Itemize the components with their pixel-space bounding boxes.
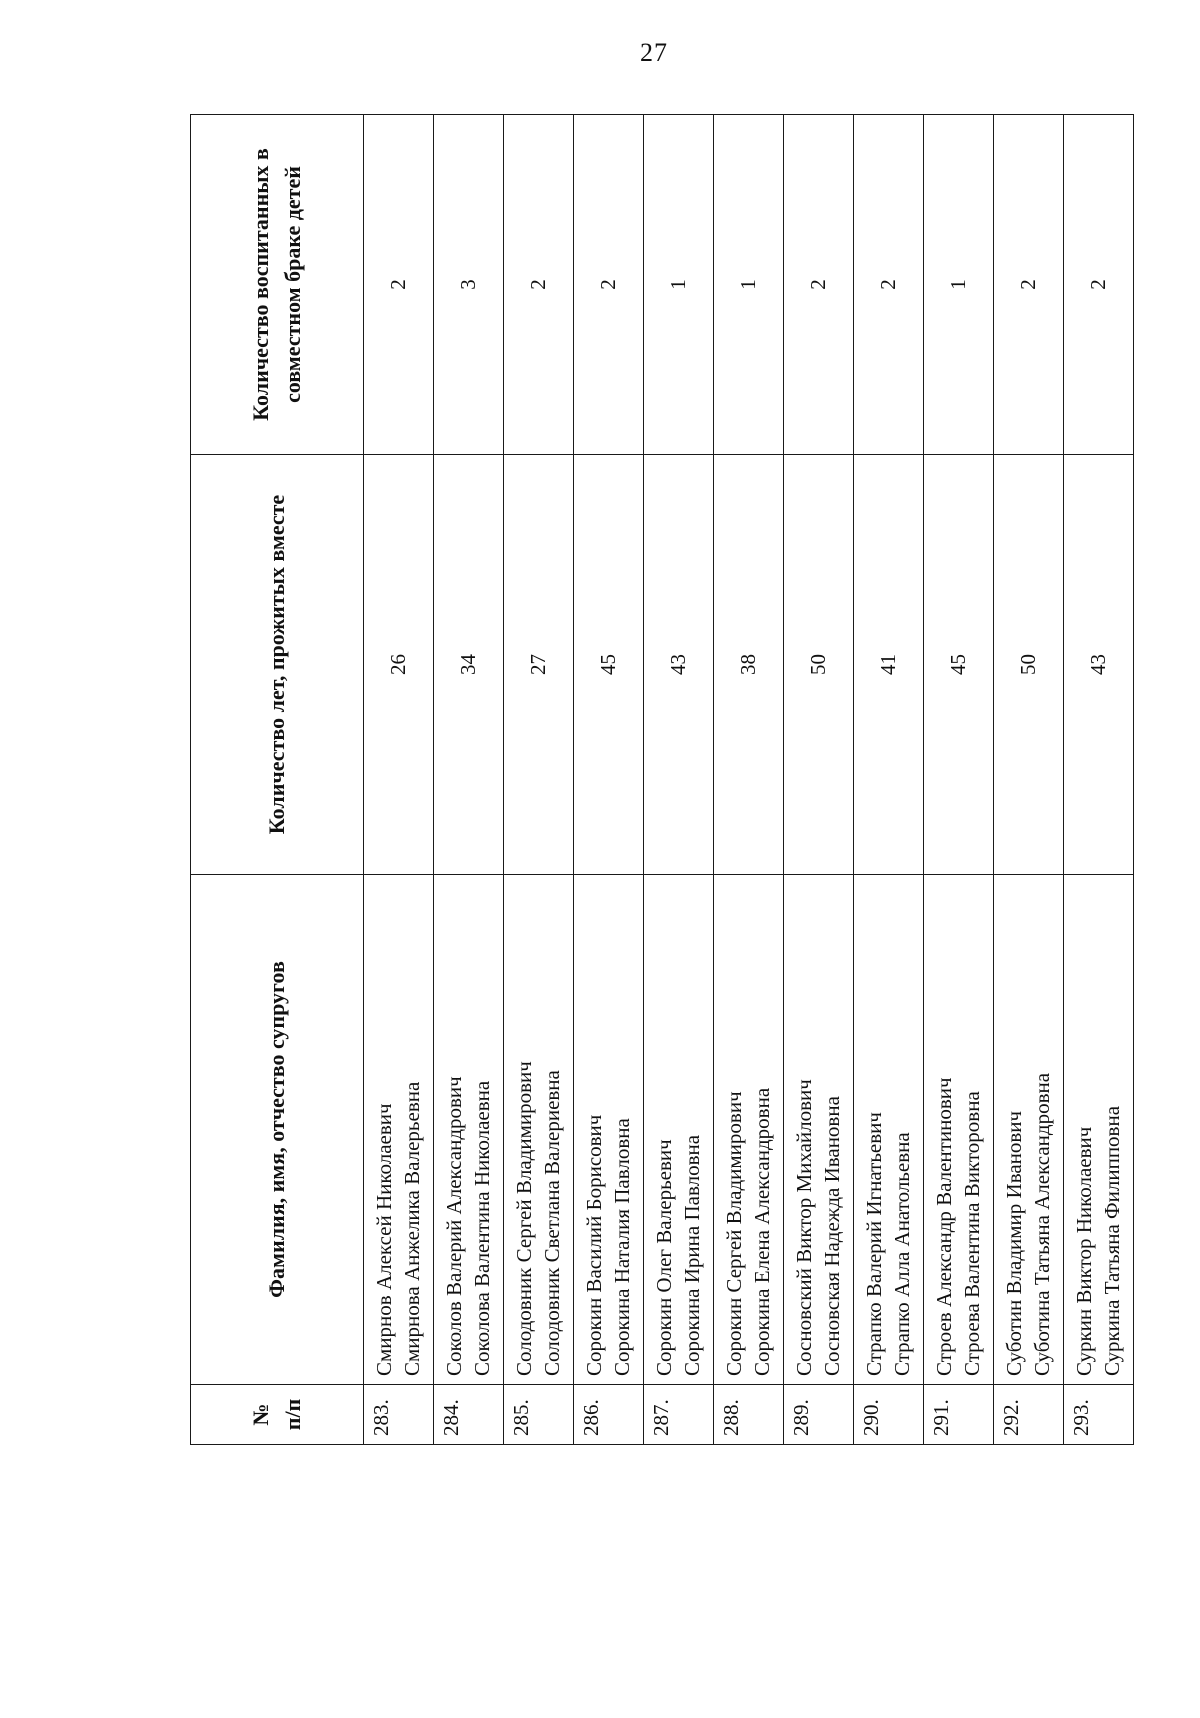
children-count: 2 [784, 115, 854, 455]
spouse-names-cell [924, 875, 994, 1385]
row-number: 293. [1064, 1385, 1134, 1445]
row-number: 285. [504, 1385, 574, 1445]
husband-name: Строев Александр Валентинович [931, 1077, 956, 1376]
children-count: 1 [924, 115, 994, 455]
years-together: 27 [504, 455, 574, 875]
wife-name: Смирнова Анжелика Валерьевна [399, 1081, 424, 1376]
table-row [714, 115, 784, 1445]
spouse-names-cell [434, 875, 504, 1385]
children-count: 3 [434, 115, 504, 455]
wife-name: Суркина Татьяна Филипповна [1099, 1105, 1124, 1376]
wife-name: Страпко Алла Анатольевна [889, 1132, 914, 1376]
wife-name: Солодовник Светлана Валериевна [539, 1070, 564, 1376]
husband-name: Смирнов Алексей Николаевич [371, 1103, 396, 1376]
table-container [190, 115, 1124, 1445]
children-count: 2 [854, 115, 924, 455]
table-row [854, 115, 924, 1445]
header-row [191, 115, 364, 1445]
husband-name: Сорокин Олег Валерьевич [651, 1139, 676, 1376]
table-header [191, 115, 364, 1445]
row-number: 287. [644, 1385, 714, 1445]
spouse-names-cell [364, 875, 434, 1385]
spouse-names-cell [994, 875, 1064, 1385]
spouse-names-cell [1064, 875, 1134, 1385]
row-number: 289. [784, 1385, 854, 1445]
children-count: 1 [644, 115, 714, 455]
husband-name: Суркин Виктор Николаевич [1071, 1126, 1096, 1376]
table-row [434, 115, 504, 1445]
children-count: 2 [1064, 115, 1134, 455]
husband-name: Сорокин Василий Борисович [581, 1114, 606, 1376]
table-row [644, 115, 714, 1445]
row-number: 291. [924, 1385, 994, 1445]
children-count: 1 [714, 115, 784, 455]
row-number: 283. [364, 1385, 434, 1445]
wife-name: Сорокина Наталия Павловна [609, 1118, 634, 1376]
rotated-table-frame [190, 115, 1124, 1445]
table-row [504, 115, 574, 1445]
table-row [574, 115, 644, 1445]
table-body [364, 115, 1134, 1445]
wife-name: Строева Валентина Викторовна [959, 1091, 984, 1376]
header-years: Количество лет, прожитых вместе [191, 455, 364, 875]
years-together: 41 [854, 455, 924, 875]
row-number: 284. [434, 1385, 504, 1445]
husband-name: Сорокин Сергей Владимирович [721, 1091, 746, 1376]
years-together: 26 [364, 455, 434, 875]
years-together: 34 [434, 455, 504, 875]
table-row [994, 115, 1064, 1445]
children-count: 2 [574, 115, 644, 455]
spouse-names-cell [504, 875, 574, 1385]
husband-name: Соколов Валерий Александрович [441, 1076, 466, 1376]
header-names: Фамилия, имя, отчество супругов [191, 875, 364, 1385]
table-row [1064, 115, 1134, 1445]
spouse-names-cell [574, 875, 644, 1385]
husband-name: Сосновский Виктор Михайлович [791, 1079, 816, 1376]
spouse-names-cell [854, 875, 924, 1385]
years-together: 45 [924, 455, 994, 875]
years-together: 38 [714, 455, 784, 875]
wife-name: Сорокина Елена Александровна [749, 1087, 774, 1376]
table-row [924, 115, 994, 1445]
row-number: 286. [574, 1385, 644, 1445]
table-row [364, 115, 434, 1445]
row-number: 292. [994, 1385, 1064, 1445]
spouse-names-cell [784, 875, 854, 1385]
children-count: 2 [994, 115, 1064, 455]
wife-name: Соколова Валентина Николаевна [469, 1080, 494, 1376]
years-together: 43 [644, 455, 714, 875]
years-together: 50 [784, 455, 854, 875]
wife-name: Сорокина Ирина Павловна [679, 1134, 704, 1376]
page-number: 27 [640, 38, 668, 67]
spouses-table [190, 114, 1134, 1445]
years-together: 45 [574, 455, 644, 875]
husband-name: Солодовник Сергей Владимирович [511, 1061, 536, 1376]
husband-name: Страпко Валерий Игнатьевич [861, 1112, 886, 1376]
header-num: № п/п [191, 1385, 364, 1445]
years-together: 50 [994, 455, 1064, 875]
wife-name: Сосновская Надежда Ивановна [819, 1096, 844, 1376]
header-children: Количество воспитанных в совместном браке детей [191, 115, 364, 455]
children-count: 2 [364, 115, 434, 455]
table-row [784, 115, 854, 1445]
spouse-names-cell [714, 875, 784, 1385]
years-together: 43 [1064, 455, 1134, 875]
row-number: 290. [854, 1385, 924, 1445]
spouse-names-cell [644, 875, 714, 1385]
husband-name: Суботин Владимир Иванович [1001, 1110, 1026, 1376]
wife-name: Суботина Татьяна Александровна [1029, 1072, 1054, 1376]
row-number: 288. [714, 1385, 784, 1445]
children-count: 2 [504, 115, 574, 455]
